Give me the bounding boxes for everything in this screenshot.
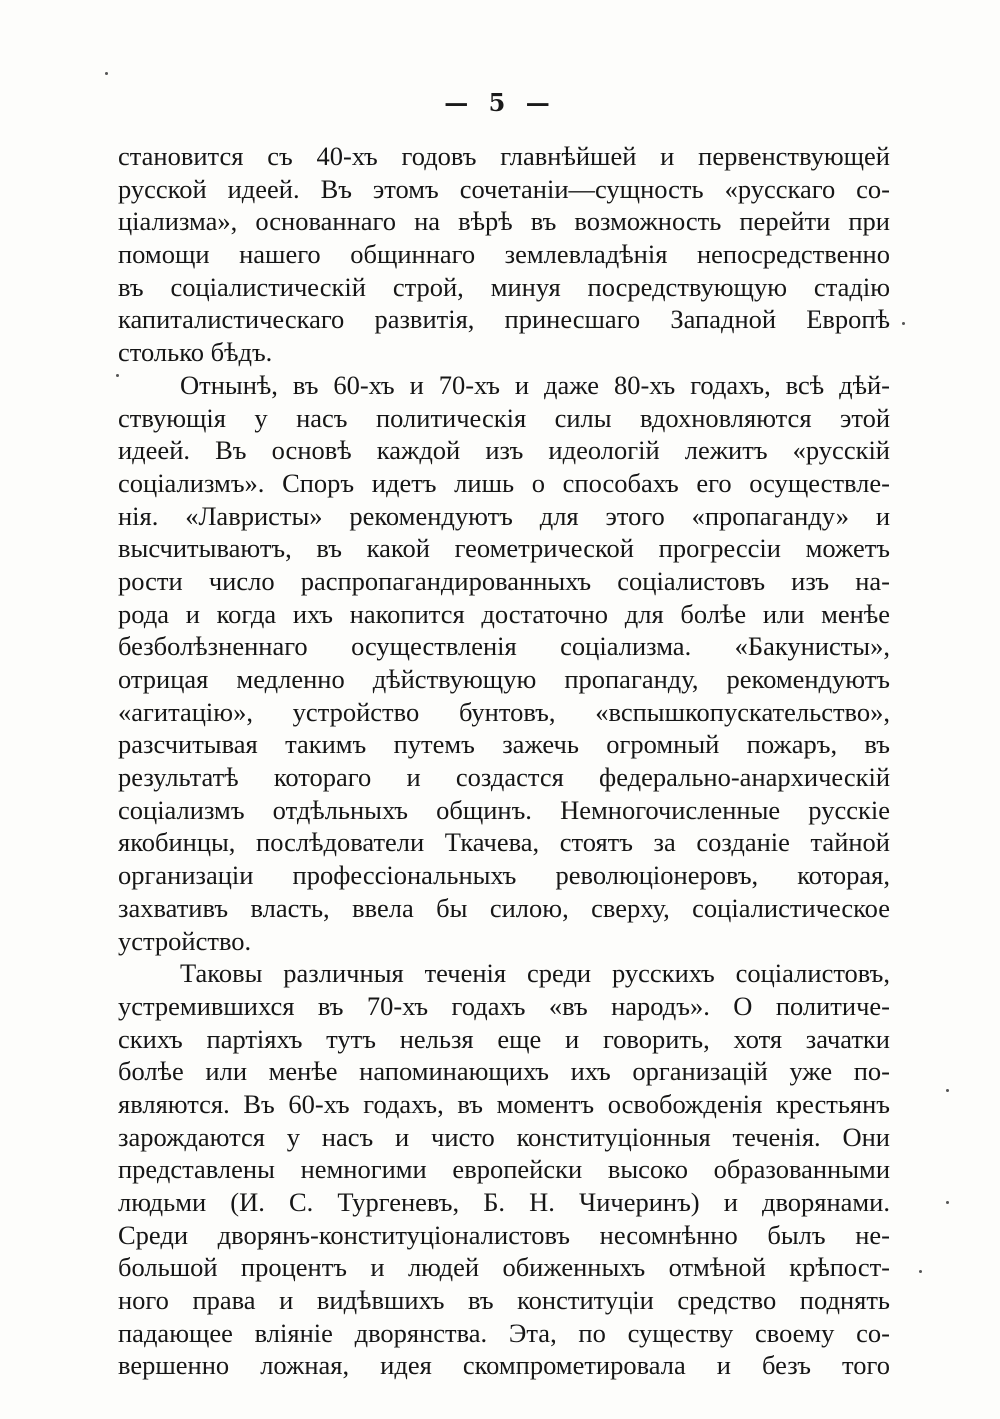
text-line: нія. «Лавристы» рекомендуютъ для этого «пропаганду» и	[118, 500, 890, 531]
text-line: Таковы различныя теченія среди русскихъ соціалистовъ,	[180, 958, 890, 989]
paragraph	[118, 140, 890, 369]
text-line: русской идеей. Въ этомъ сочетаніи—сущность «русскаго со-	[118, 173, 890, 204]
scan-speck	[116, 374, 119, 377]
text-line: скихъ партіяхъ тутъ нельзя еще и говорить, хотя зачатки	[118, 1023, 890, 1054]
text-line: представлены немногими европейски высоко образованными	[118, 1154, 890, 1185]
text-line: ствующія у насъ политическія силы вдохновляются этой	[118, 402, 890, 433]
text-line: становится съ 40-хъ годовъ главнѣйшей и первенствующей	[118, 141, 890, 171]
paragraph	[118, 957, 890, 1382]
text-line: болѣе или менѣе напоминающихъ ихъ организацій уже по-	[118, 1056, 890, 1087]
scan-speck	[946, 1089, 949, 1092]
text-line: Среди дворянъ-конституціоналистовъ несомнѣнно былъ не-	[118, 1219, 890, 1250]
text-line: вершенно ложная, идея скомпрометировала и безъ того	[118, 1350, 890, 1381]
text-line: большой процентъ и людей обиженныхъ отмѣной крѣпост-	[118, 1252, 890, 1283]
page-number: — 5 —	[444, 88, 556, 117]
text-line: зарождаются у насъ и чисто конституціонныя теченія. Они	[118, 1121, 890, 1152]
text-line: организаціи профессіональныхъ революціонеровъ, которая,	[118, 860, 890, 891]
text-line: являются. Въ 60-хъ годахъ, въ моментъ освобожденія крестьянъ	[118, 1088, 890, 1119]
paragraph	[118, 369, 890, 957]
text-line: высчитываютъ, въ какой геометрической прогрессіи можетъ	[118, 533, 890, 564]
text-line: идеей. Въ основѣ каждой изъ идеологій лежитъ «русскій	[118, 435, 890, 466]
text-line: людьми (И. С. Тургеневъ, Б. Н. Чичеринъ) и дворянами.	[118, 1187, 890, 1217]
text-line: падающее вліяніе дворянства. Эта, по существу своему со-	[118, 1317, 890, 1348]
body-text	[118, 140, 890, 1382]
text-line: разсчитывая такимъ путемъ зажечь огромный пожаръ, въ	[118, 729, 890, 760]
scan-speck	[919, 1270, 922, 1273]
text-line: безболѣзненнаго осуществленія соціализма. «Бакунисты»,	[118, 631, 890, 662]
scan-speck	[105, 72, 108, 75]
text-line: якобинцы, послѣдователи Ткачева, стоятъ за созданіе тайной	[118, 827, 890, 858]
text-line: ного права и видѣвшихъ въ конституціи средство поднять	[118, 1285, 890, 1316]
text-line: отрицая медленно дѣйствующую пропаганду, рекомендуютъ	[118, 664, 890, 694]
text-line: захвативъ власть, ввела бы силою, сверху, соціалистическое	[118, 892, 890, 923]
scan-speck	[902, 322, 905, 325]
text-line: рости число распропагандированныхъ соціалистовъ изъ на-	[118, 565, 890, 596]
text-line: столько бѣдъ.	[118, 337, 273, 368]
text-line: капиталистическаго развитія, принесшаго Западной Европѣ	[118, 304, 890, 335]
text-line: ціализма», основаннаго на вѣрѣ въ возможность перейти при	[118, 206, 890, 237]
scan-speck	[946, 1201, 949, 1204]
text-line: помощи нашего общиннаго землевладѣнія непосредственно	[118, 239, 890, 270]
text-line: Отнынѣ, въ 60-хъ и 70-хъ и даже 80-хъ годахъ, всѣ дѣй-	[180, 369, 890, 400]
text-line: соціализмъ отдѣльныхъ общинъ. Немногочисленные русскіе	[118, 794, 890, 825]
text-line: рода и когда ихъ накопится достаточно для болѣе или менѣе	[118, 598, 890, 629]
text-line: результатѣ котораго и создастся федерально-анархическій	[118, 762, 890, 793]
text-line: «агитацію», устройство бунтовъ, «вспышкопускательство»,	[118, 696, 890, 727]
text-line: устремившихся въ 70-хъ годахъ «въ народъ». О политиче-	[118, 990, 890, 1021]
text-line: соціализмъ». Споръ идетъ лишь о способахъ его осуществле-	[118, 467, 890, 498]
text-line: устройство.	[118, 925, 252, 956]
text-line: въ соціалистическій строй, минуя посредствующую стадію	[118, 271, 890, 302]
